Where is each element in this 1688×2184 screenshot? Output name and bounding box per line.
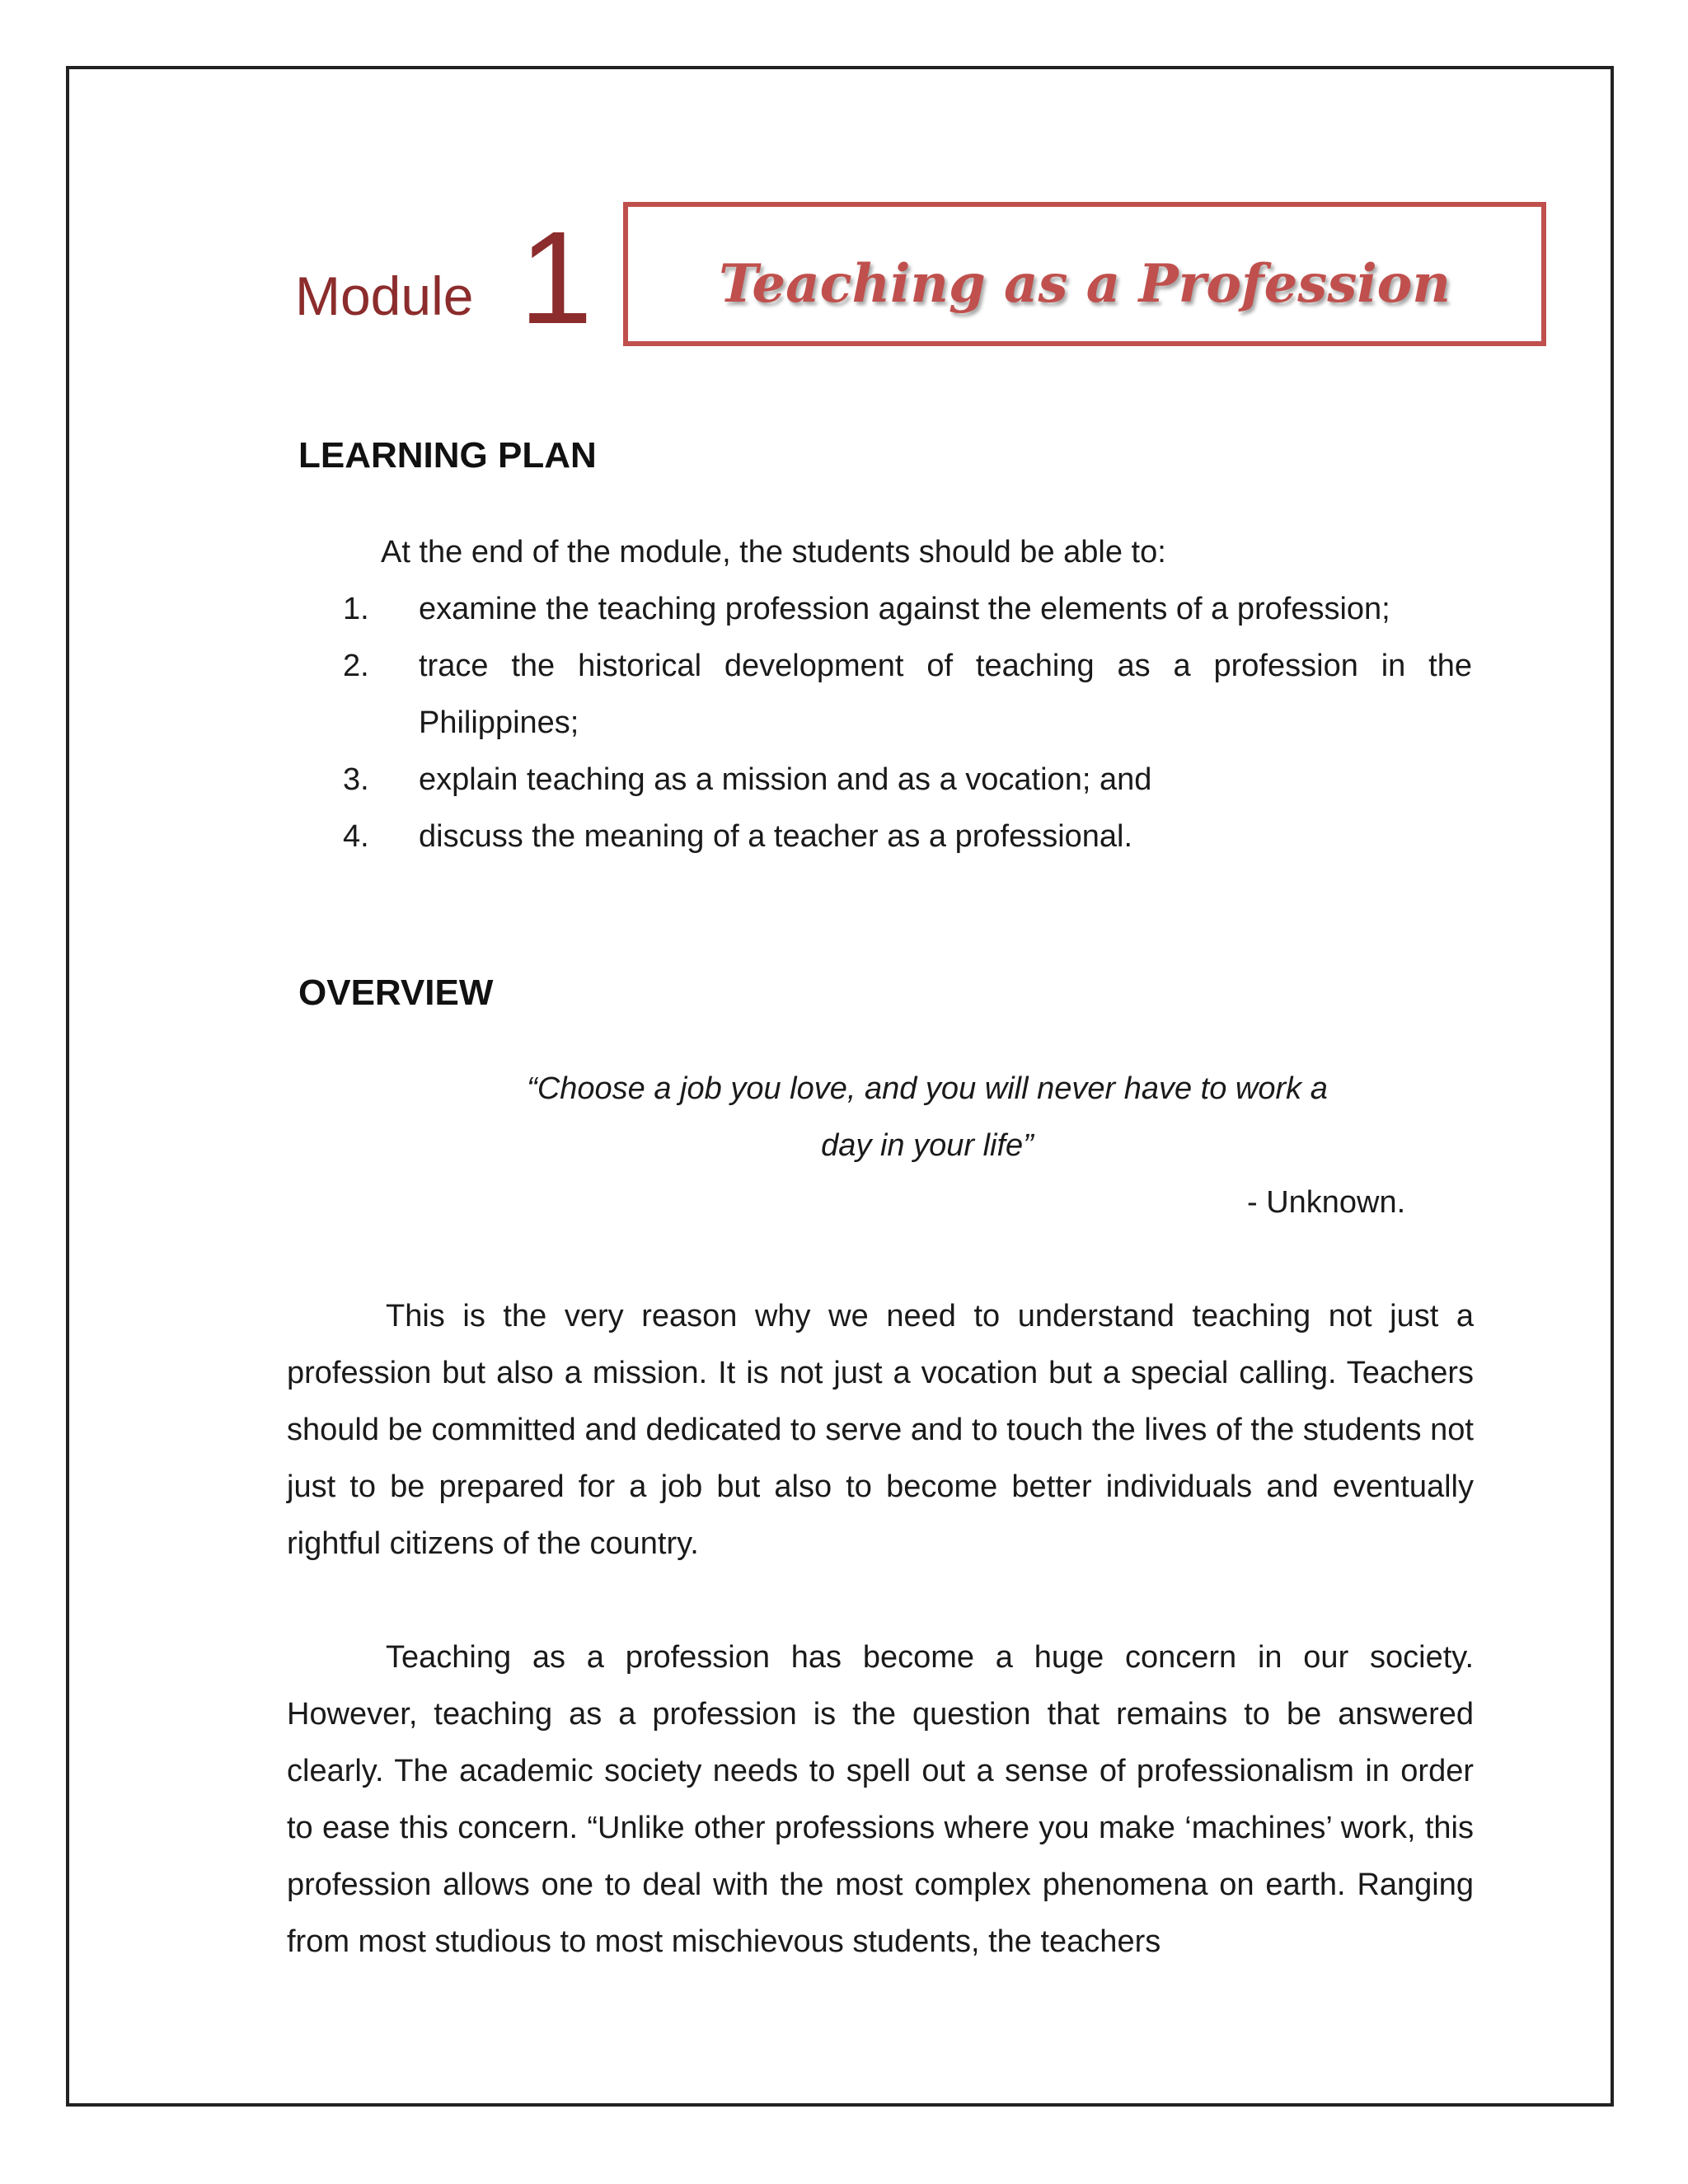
list-item-text: examine the teaching profession against the elements of a profession; — [419, 592, 1390, 626]
list-item — [343, 808, 1472, 865]
learning-plan-heading: LEARNING PLAN — [298, 435, 597, 476]
quote-line: “Choose a job you love, and you will never have to work a — [527, 1071, 1328, 1106]
module-heading — [295, 204, 608, 351]
module-label: Module — [295, 265, 474, 326]
quote-author: - Unknown. — [1247, 1185, 1406, 1220]
module-title-box — [623, 202, 1546, 346]
list-item — [343, 638, 1472, 752]
list-item-text: trace the historical development of teaching as a profession in the Philippines; — [419, 649, 1472, 740]
overview-paragraph: This is the very reason why we need to understand teaching not just a profession but also a mission. It is not just a vocation but a special calling. Teachers should be committed and dedicated to serve and to touch the lives of the students not just to be prepared for a job but also to become better individuals and eventually rightful citizens of the country. — [287, 1299, 1474, 1561]
overview-heading: OVERVIEW — [298, 972, 494, 1013]
module-number: 1 — [519, 204, 593, 351]
list-item-text: discuss the meaning of a teacher as a professional. — [419, 819, 1133, 854]
list-item — [343, 581, 1472, 638]
list-item-number: 3. — [343, 762, 369, 797]
learning-objectives-list — [343, 581, 1472, 865]
list-item-text: explain teaching as a mission and as a vocation; and — [419, 762, 1152, 797]
overview-paragraph: Teaching as a profession has become a huge concern in our society. However, teaching as a profession is the question that remains to be answered clearly. The academic society needs to spell out a sense of professionalism in order to ease this concern. “Unlike other professions where you make ‘machines’ work, this profession allows one to deal with the most complex phenomena on earth. Ranging from most studious to most mischievous students, the teachers — [287, 1640, 1474, 1959]
list-item-number: 2. — [343, 649, 369, 683]
list-item — [343, 752, 1472, 808]
overview-quote — [462, 1061, 1393, 1174]
list-item-number: 1. — [343, 592, 369, 626]
quote-line: day in your life” — [821, 1128, 1034, 1163]
module-title: Teaching as a Profession — [719, 253, 1451, 315]
learning-plan-intro: At the end of the module, the students should be able to: — [381, 535, 1166, 569]
list-item-number: 4. — [343, 819, 369, 854]
